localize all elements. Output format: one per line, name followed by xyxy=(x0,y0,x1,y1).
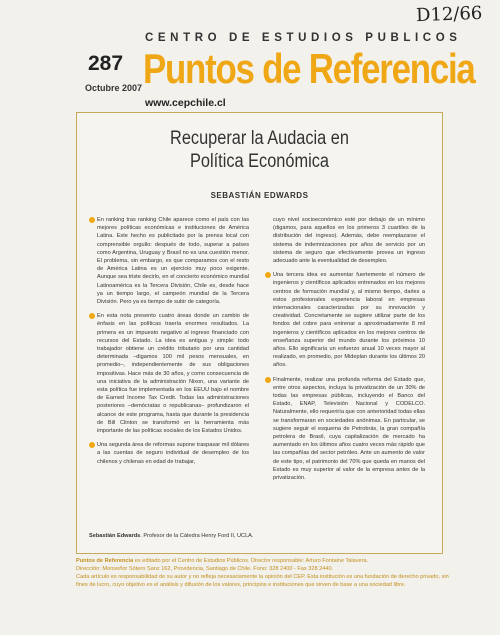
bullet-icon xyxy=(89,217,95,223)
paragraph: Una tercera idea es aumentar fuertemente el número de ingenieros y científicos aplicados entrenados en los mejores centros de formación mundial y, al mismo tiempo, darles a estos profesionales experiencia laboral en empresas internacionales caracterizadas por su innovación y creatividad. Concretamente se sugiere utilizar parte de los fondos del cobre para entrenar a aproximadamente 8 mil ingenieros y científicos aplicados en los mejores centros de enseñanza superior del mundo durante los próximos 10 años. Ello significaría un esfuerzo anual 10 veces mayor al realizado, en promedio, por Mideplan durante los últimos 20 años. xyxy=(265,271,425,369)
bullet-icon xyxy=(89,313,95,319)
article-title-line1: Recuperar la Audacia en xyxy=(170,128,349,149)
bullet-icon xyxy=(265,272,271,278)
paragraph: Finalmente, realizar una profunda reforma del Estado que, entre otros aspectos, incluya la privatización de un 30% de todas las empresas públicas, incluyendo el Banco del Estado, ENAP, Televisión Nacional y CODELCO. Naturalmente, ello requeriría que con anterioridad todas ellas se transformaran en sociedades anónimas. En particular, se sugiere seguir el esquema de Petrobrás, la gran compañía petrolera de Brasil, cuya capitalización de mercado ha aumentado en los últimos años cuatro veces más rápido que las compañías del sector petróleo. Ante un aumento de valor de este tipo, el patrimonio del 70% que queda en manos del Estado es muy superior al valor de la empresa antes de la privatización. xyxy=(265,376,425,483)
article-author: SEBASTIÁN EDWARDS xyxy=(210,191,309,200)
article-column-left xyxy=(89,216,249,472)
issue-date: Octubre 2007 xyxy=(85,83,143,93)
article-title-line2: Política Económica xyxy=(190,151,329,172)
author-footnote: Sebastián Edwards. Profesor de la Cátedra Henry Ford II, UCLA. xyxy=(89,533,254,539)
paragraph: Una segunda área de reformas supone traspasar mil dólares a las cuentas de seguro individual de desempleo de los chilenos y chilenas en edad de trabajar, xyxy=(89,441,249,466)
footer-address: Dirección: Monseñor Sótero Sanz 162, Providencia, Santiago de Chile. Fono: 328 2400 - Fax 328 2440. xyxy=(76,566,334,572)
publisher-name: CENTRO DE ESTUDIOS PUBLICOS xyxy=(145,32,462,44)
article-column-right xyxy=(265,216,425,488)
handwritten-note: D12/66 xyxy=(415,2,483,27)
paragraph: En esta nota presento cuatro áreas donde un cambio de énfasis en las políticas traería enormes resultados. La primera es un impuesto negativo al ingreso financiado con recursos del Estado. La idea es antigua y simple: todo trabajador obtiene un crédito tributario por una cantidad determinada –digamos 100 mil pesos mensuales, en promedio–, independientemente de sus obligaciones impositivas. Hace más de 30 años, y como consecuencia de una iniciativa de la administración Nixon, una variante de esta política fue implementada en los EEUU bajo el nombre de Earned Income Tax Credit. Todas las administraciones posteriores –demócratas o republicanas– profundizaron el alcance de este programa, hasta que durante la presidencia de Bill Clinton se transformó en la herramienta más importante de las políticas sociales de los Estados Unidos. xyxy=(89,312,249,435)
website-url[interactable]: www.cepchile.cl xyxy=(145,97,226,109)
footer-brand: Puntos de Referencia xyxy=(76,558,134,564)
bullet-icon xyxy=(265,377,271,383)
publication-footer: Puntos de Referencia es editado por el Centro de Estudios Públicos. Director responsable: Arturo Fontaine Talavera. Dirección: Monseñor Sótero Sanz 162, Providencia, Santiago de Chile. Fono: 328 2400 - Fax 328 2440. Cada artículo es responsabilidad de su autor y no refleja necesariamente la opinión del CEP. Esta institución es una fundación de derecho privado, sin fines de lucro, cuyo objetivo es el análisis y difusión de los valores, principios e instituciones que sirven de base a una sociedad libre. xyxy=(76,557,451,589)
bullet-icon xyxy=(89,442,95,448)
paragraph: cuyo nivel socioeconómico esté por debajo de un mínimo (digamos, para aquellos en los primeros 3 cuartiles de la distribución del ingreso). Además, debe reemplazarse el sistema de indemnizaciones por años de servicio por un sistema de seguro que efectivamente provea un ingreso adecuado ante la eventualidad de desempleo. xyxy=(273,217,425,265)
publication-brand: Puntos de Referencia xyxy=(143,45,475,92)
article-title xyxy=(103,127,417,173)
paragraph: En ranking tras ranking Chile aparece como el país con las mejores políticas económicas e instituciones de América Latina. Este hecho es publicitado por la prensa local con comprensible orgullo: después de todo, superar a países como Argentina, Uruguay y Brasil no es una cuestión menor. El problema, sin embargo, es que comparamos con el resto de América Latina es un ejercicio muy poco exigente. Aunque sea triste decirlo, en el concierto económico mundial Latinoamérica es la Tercera División, Chile es, desde hace ya un tiempo largo, el campeón mundial de la Tercera División. Pero ya es tiempo de subir de categoría. xyxy=(89,216,249,306)
footer-disclaimer: Cada artículo es responsabilidad de su autor y no refleja necesariamente la opinión del CEP. Esta institución es una fundación de derecho privado, sin fines de lucro, cuyo objetivo es el análisis y difusión de los valores, principios e instituciones que sirven de base a una sociedad libre. xyxy=(76,574,449,588)
issue-number: 287 xyxy=(88,52,124,75)
article-frame xyxy=(76,112,443,554)
